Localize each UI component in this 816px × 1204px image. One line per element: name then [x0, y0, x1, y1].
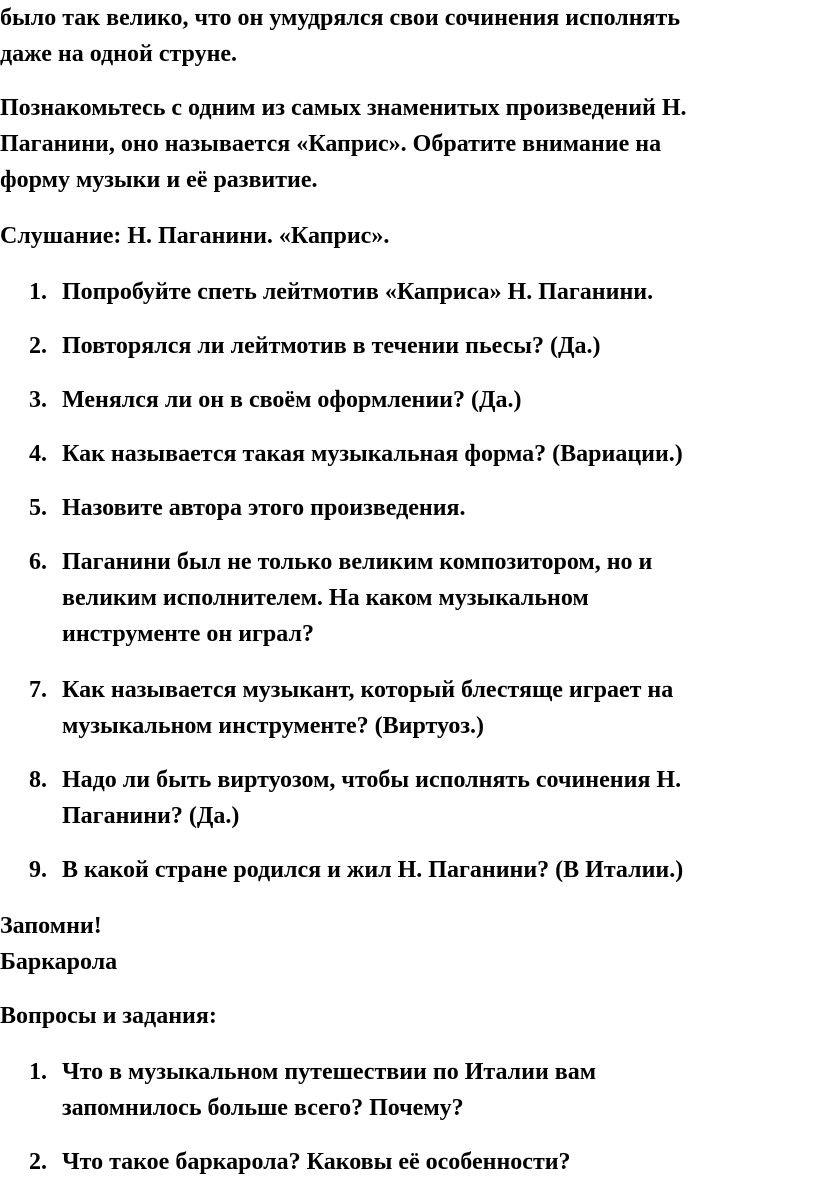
list-number: 2. — [29, 1149, 47, 1175]
list-number: 1. — [29, 1059, 47, 1085]
list-number: 8. — [29, 767, 47, 793]
list-number: 9. — [29, 857, 47, 883]
list-number: 4. — [29, 441, 47, 467]
list-text: музыкальном инструменте? (Виртуоз.) — [62, 713, 485, 739]
list-text: Как называется такая музыкальная форма? (Вариации.) — [62, 441, 683, 467]
text-line: Паганини, оно называется «Каприс». Обратите внимание на — [0, 131, 662, 157]
list-text: Паганини был не только великим композитором, но и — [62, 549, 653, 575]
list-text: Попробуйте спеть лейтмотив «Каприса» Н. Паганини. — [62, 279, 654, 305]
list-text: Назовите автора этого произведения. — [62, 495, 466, 521]
list-number: 7. — [29, 677, 47, 703]
text-line: форму музыки и её развитие. — [0, 167, 318, 193]
list-number: 6. — [29, 549, 47, 575]
remember-term: Баркарола — [0, 949, 118, 975]
list-number: 1. — [29, 279, 47, 305]
intro-paragraph — [0, 0, 810, 72]
listen-paragraph — [0, 90, 810, 198]
list-number: 5. — [29, 495, 47, 521]
list-text: Менялся ли он в своём оформлении? (Да.) — [62, 387, 522, 413]
list-text: Что такое баркарола? Каковы её особенности? — [62, 1149, 571, 1175]
list-text: Как называется музыкант, который блестяще играет на — [62, 677, 674, 703]
tasks-title: Вопросы и задания: — [0, 1003, 217, 1029]
remember-label: Запомни! — [0, 913, 102, 939]
list-text: Паганини? (Да.) — [62, 803, 240, 829]
listening-title: Слушание: Н. Паганини. «Каприс». — [0, 223, 390, 249]
remember-block — [0, 908, 810, 980]
text-line: даже на одной струне. — [0, 41, 238, 67]
list-text: инструменте он играл? — [62, 621, 314, 647]
list-text: Повторялся ли лейтмотив в течении пьесы? (Да.) — [62, 333, 601, 359]
text-line: Познакомьтесь с одним из самых знаменитых произведений Н. — [0, 95, 687, 121]
text-line: было так велико, что он умудрялся свои сочинения исполнять — [0, 5, 681, 31]
list-text: Что в музыкальном путешествии по Италии вам — [62, 1059, 597, 1085]
list-text: великим исполнителем. На каком музыкальном — [62, 585, 589, 611]
list-text: В какой стране родился и жил Н. Паганини? (В Италии.) — [62, 857, 684, 883]
list-number: 2. — [29, 333, 47, 359]
list-text: запомнилось больше всего? Почему? — [62, 1095, 464, 1121]
list-text: Надо ли быть виртуозом, чтобы исполнять сочинения Н. — [62, 767, 682, 793]
list-number: 3. — [29, 387, 47, 413]
